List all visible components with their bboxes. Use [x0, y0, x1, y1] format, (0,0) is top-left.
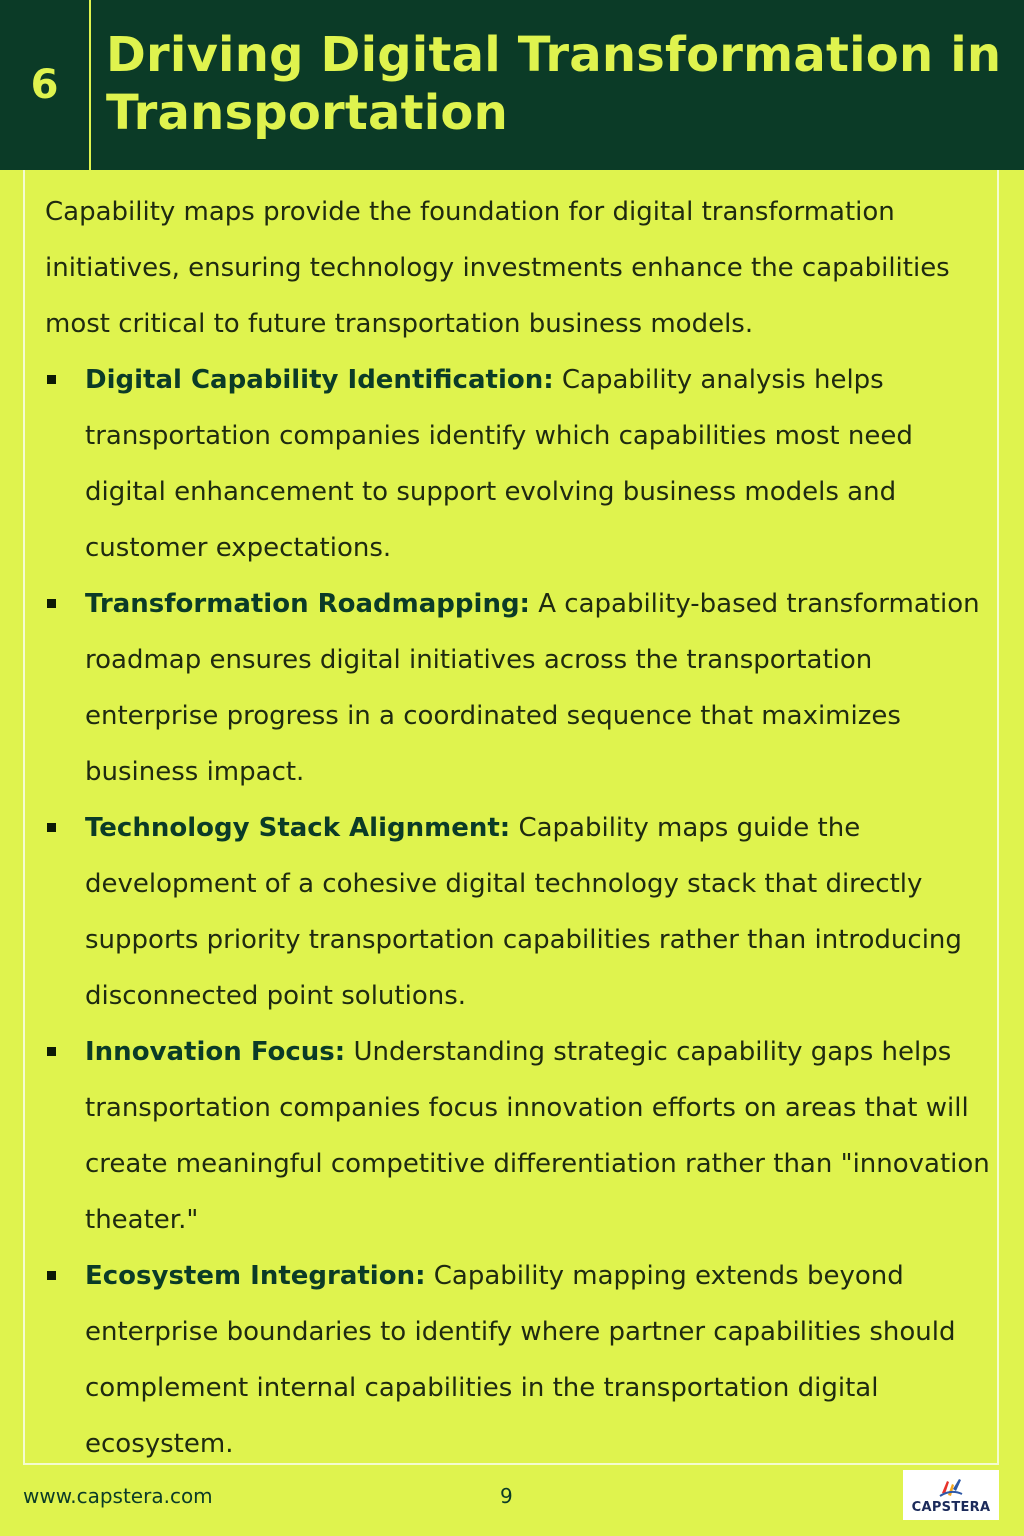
bullet-text: Understanding strategic capability gaps helps transportation companies focus innovation efforts on areas that will create meaningful competitive differentiation rather than "innovation theater.": [85, 1037, 990, 1235]
logo-text: CAPSTERA: [911, 1500, 991, 1515]
bullet-text: A capability-based transformation roadmap ensures digital initiatives across the transportation enterprise progress in a coordinated sequence that maximizes business impact.: [85, 589, 980, 787]
list-item: [45, 352, 995, 576]
square-bullet-icon: [47, 1271, 56, 1280]
capstera-logo-icon: [938, 1475, 964, 1499]
page-title: Driving Digital Transformation in Transportation: [106, 27, 1002, 141]
bullet-title: Ecosystem Integration:: [85, 1261, 426, 1291]
bullet-list: [45, 352, 995, 1472]
bullet-title: Transformation Roadmapping:: [85, 589, 530, 619]
bullet-text: Capability maps guide the development of a cohesive digital technology stack that directly supports priority transportation capabilities rather than introducing disconnected point solutions.: [85, 813, 962, 1011]
header-divider: [89, 0, 91, 170]
square-bullet-icon: [47, 823, 56, 832]
square-bullet-icon: [47, 1047, 56, 1056]
intro-paragraph: Capability maps provide the foundation for digital transformation initiatives, ensuring technology investments enhance the capabilities most critical to future transportation business models.: [45, 197, 950, 339]
bullet-title: Digital Capability Identification:: [85, 365, 554, 395]
section-number: 6: [30, 62, 59, 108]
capstera-logo: [903, 1470, 999, 1520]
list-item: [45, 1024, 995, 1248]
bullet-text: Capability mapping extends beyond enterprise boundaries to identify where partner capabilities should complement internal capabilities in the transportation digital ecosystem.: [85, 1261, 956, 1459]
footer-website-link[interactable]: www.capstera.com: [23, 1484, 213, 1508]
list-item: [45, 576, 995, 800]
page-number: 9: [500, 1484, 513, 1508]
bullet-text: Capability analysis helps transportation companies identify which capabilities most need digital enhancement to support evolving business models and customer expectations.: [85, 365, 913, 563]
content-body: [45, 184, 995, 1472]
list-item: [45, 1248, 995, 1472]
list-item: [45, 800, 995, 1024]
square-bullet-icon: [47, 599, 56, 608]
header-bar: [0, 0, 1024, 170]
bullet-title: Technology Stack Alignment:: [85, 813, 511, 843]
square-bullet-icon: [47, 375, 56, 384]
bullet-title: Innovation Focus:: [85, 1037, 346, 1067]
